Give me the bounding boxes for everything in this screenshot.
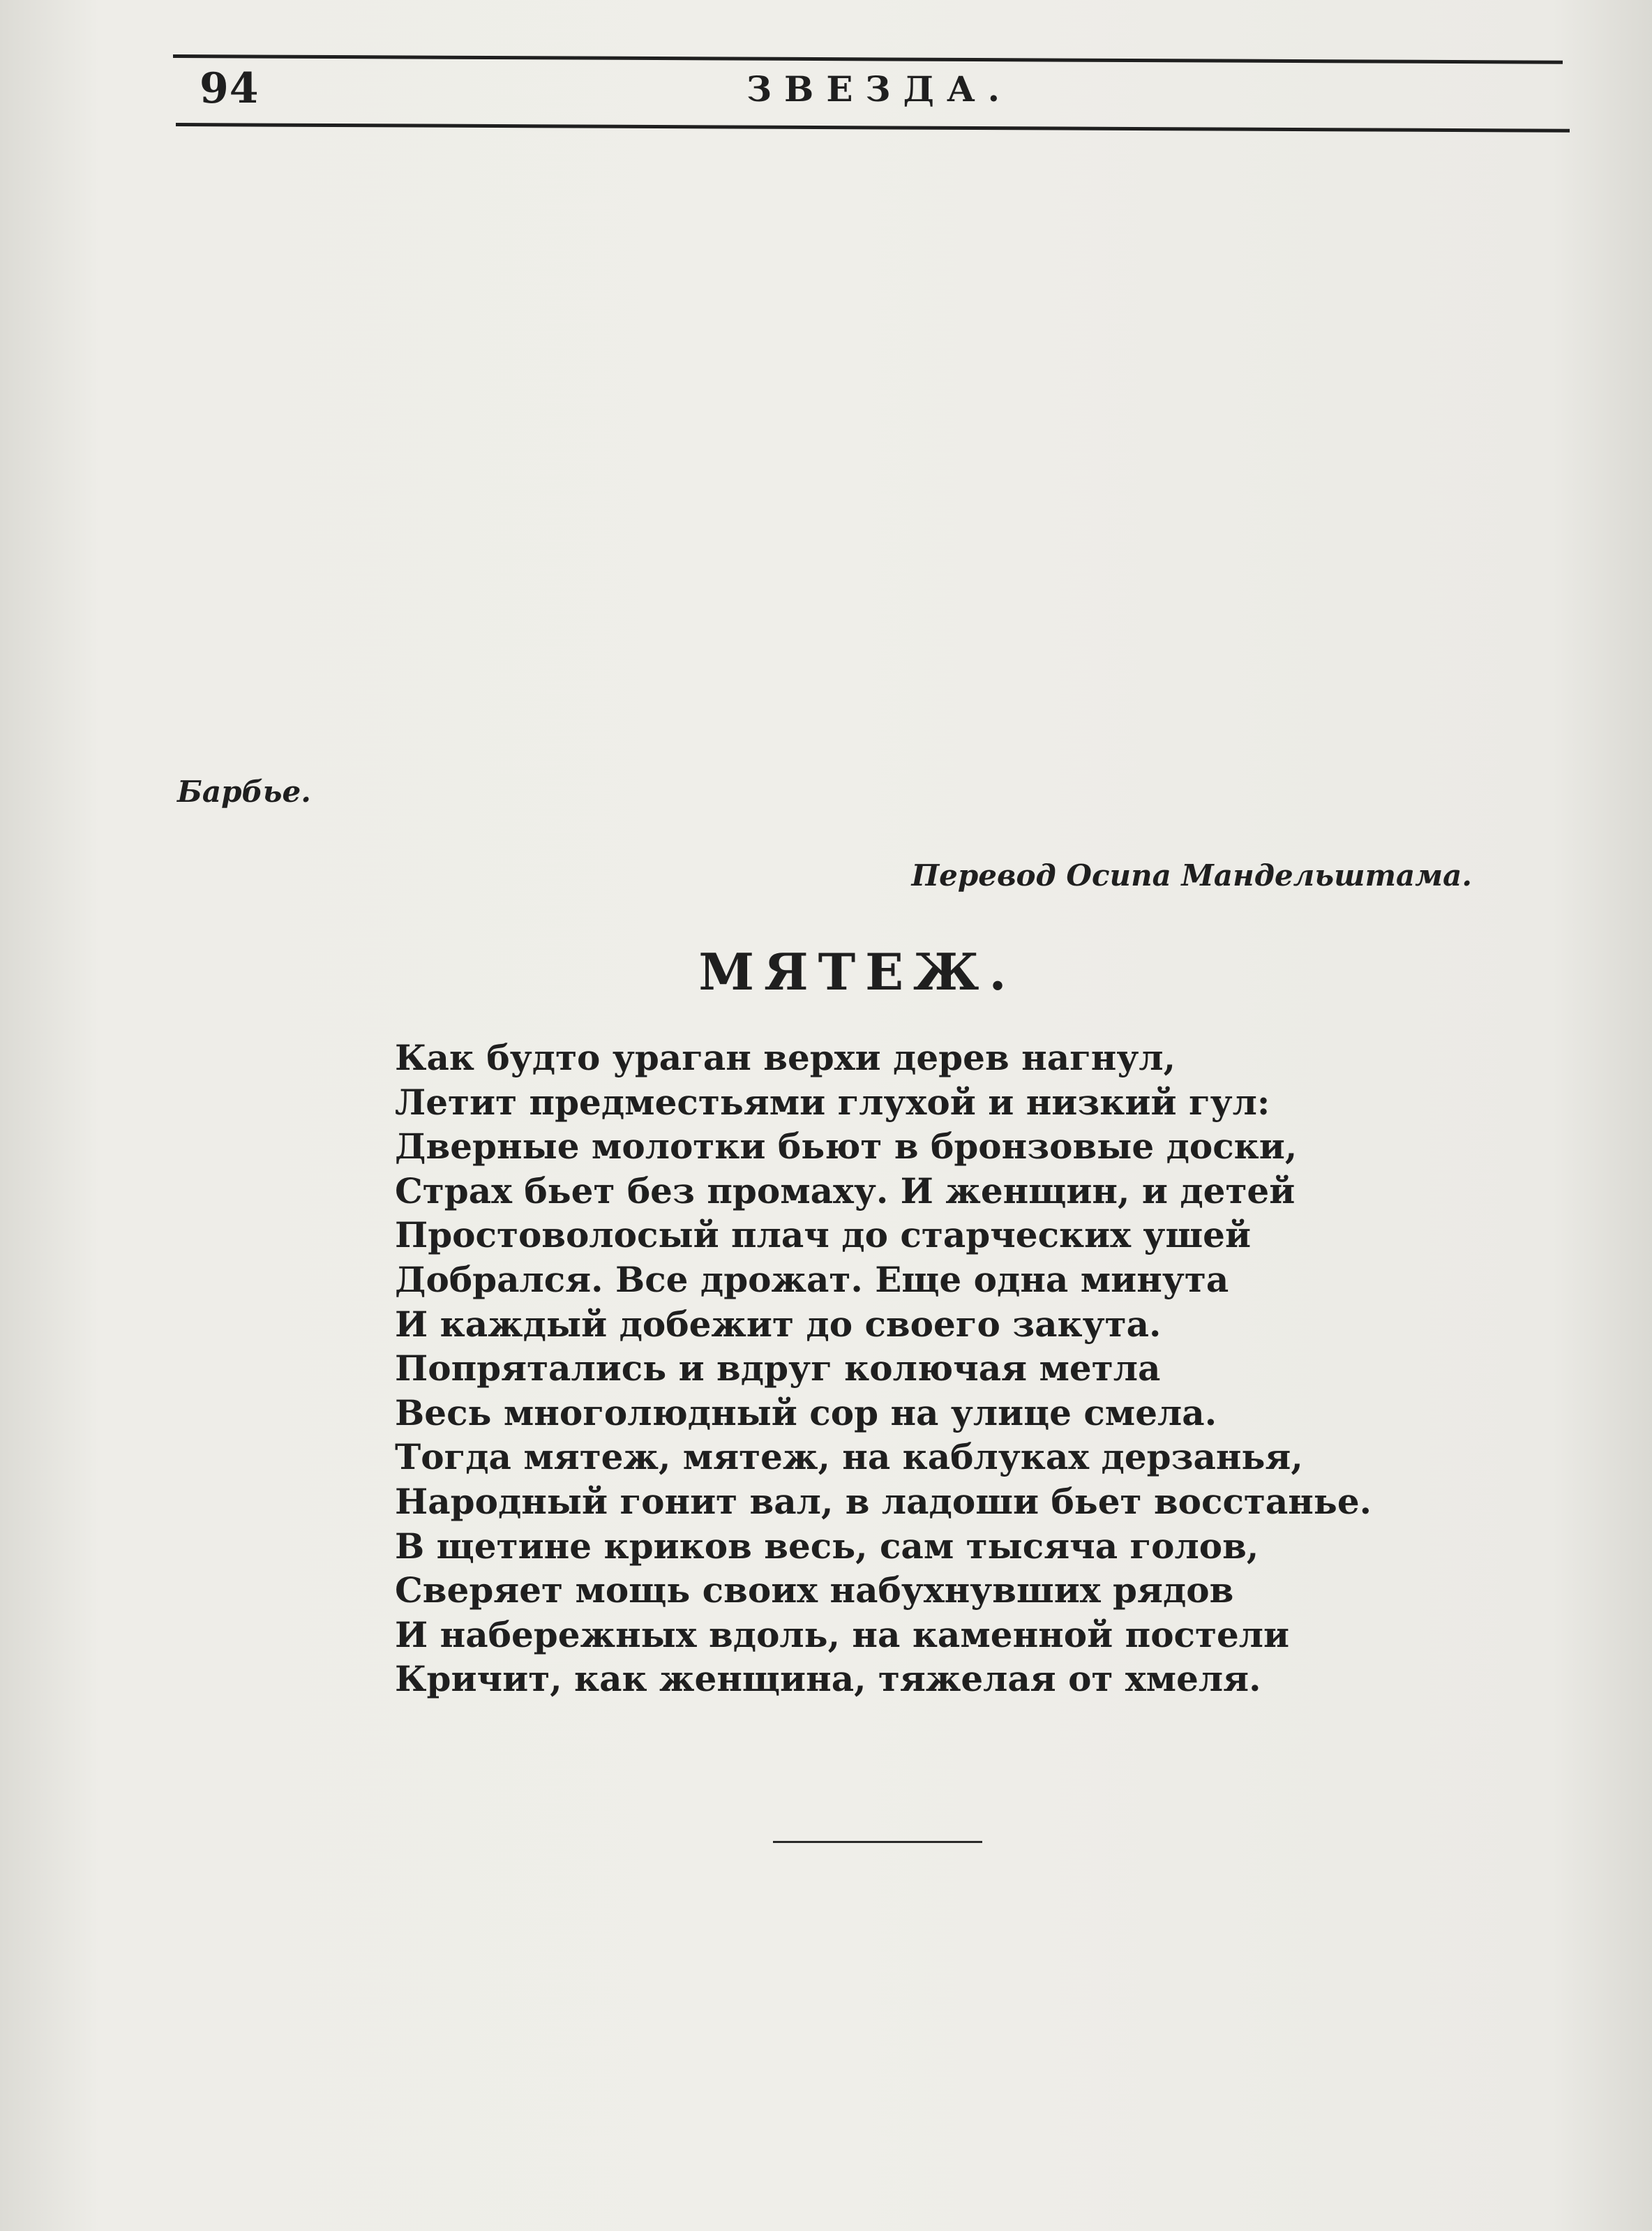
- poem-line: Летит предместьями глухой и низкий гул:: [395, 1081, 1270, 1123]
- running-head-title: ЗВЕЗДА.: [746, 68, 1013, 110]
- translator-credit: Перевод Осипа Мандельштама.: [911, 858, 1472, 893]
- poem-line: В щетине криков весь, сам тысяча голов,: [395, 1525, 1259, 1567]
- poem-line: Страх бьет без промаху. И женщин, и детей: [395, 1170, 1296, 1211]
- poem-line: Дверные молотки бьют в бронзовые доски,: [395, 1126, 1298, 1167]
- poem-line: Весь многолюдный сор на улице смела.: [395, 1391, 1217, 1433]
- poem-line: И каждый добежит до своего закута.: [395, 1303, 1162, 1345]
- poem-body: [395, 1036, 1372, 1701]
- poem-line: Кричит, как женщина, тяжелая от хмеля.: [395, 1658, 1261, 1700]
- poem-line: Попрятались и вдруг колючая метла: [395, 1348, 1161, 1389]
- poem-line: Народный гонит вал, в ладоши бьет восстанье.: [395, 1480, 1372, 1522]
- end-divider: [773, 1841, 982, 1843]
- poem-line: Сверяет мощь своих набухнувших рядов: [395, 1569, 1234, 1611]
- poem-title: МЯТЕЖ.: [698, 942, 1016, 1001]
- poem-line: Как будто ураган верхи дерев нагнул,: [395, 1037, 1176, 1078]
- poem-line: Простоволосый плач до старческих ушей: [395, 1214, 1252, 1256]
- page-number: 94: [200, 64, 260, 113]
- poem-line: И набережных вдоль, на каменной постели: [395, 1613, 1290, 1655]
- poem-line: Тогда мятеж, мятеж, на каблуках дерзанья,: [395, 1436, 1303, 1478]
- header-top-rule: [173, 54, 1563, 64]
- poem-line: Добрался. Все дрожат. Еще одна минута: [395, 1258, 1229, 1300]
- header-bottom-rule: [176, 123, 1570, 133]
- author-attribution: Барбье.: [177, 775, 311, 809]
